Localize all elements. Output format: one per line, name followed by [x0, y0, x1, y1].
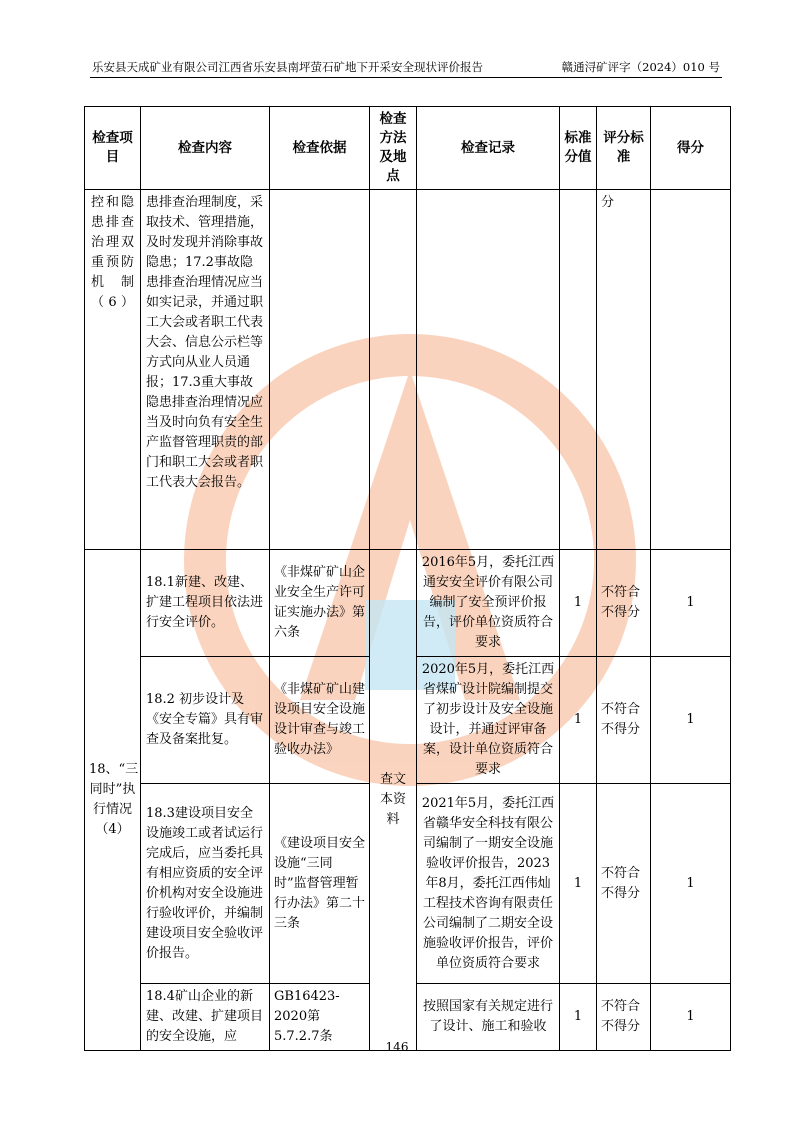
- page-number: 146: [385, 1040, 409, 1054]
- standard-cell: 1: [560, 984, 597, 1051]
- group-item-cell: 18、“三同时”执行情况（4）: [85, 550, 141, 1051]
- record-cell: 2016年5月，委托江西通安安全评价有限公司编制了安全预评价报告，评价单位资质符合要求: [417, 550, 560, 657]
- content-cell: 18.2 初步设计及《安全专篇》具有审查及备案批复。: [141, 657, 270, 784]
- inspection-table: [84, 106, 731, 1051]
- table-row: [85, 190, 731, 550]
- header-inspection-method: 检查方法及地点: [370, 107, 417, 190]
- score-cell: 1: [651, 984, 731, 1051]
- record-cell: 2020年5月，委托江西省煤矿设计院编制提交了初步设计及安全设施设计，并通过评审备案，设计单位资质符合要求: [417, 657, 560, 784]
- scoring-cell: 不符合不得分: [597, 550, 651, 657]
- report-number: 赣通浔矿评字（2024）010 号: [561, 60, 720, 74]
- content-cell: 患排查治理制度，采取技术、管理措施，及时发现并消除事故隐患；17.2事故隐患排查治理情况应当如实记录，并通过职工大会或者职工代表大会、信息公示栏等方式向从业人员通报；17.3重大事故隐患排查治理情况应当及时向负有安全生产监督管理职责的部门和职工大会或者职工代表大会报告。: [141, 190, 270, 550]
- score-cell: [651, 190, 731, 550]
- record-cell: 按照国家有关规定进行了设计、施工和验收: [417, 984, 560, 1051]
- score-cell: 1: [651, 657, 731, 784]
- scoring-cell: 不符合不得分: [597, 784, 651, 984]
- scoring-cell: 分: [597, 190, 651, 550]
- content-cell: 18.3建设项目安全设施竣工或者试运行完成后，应当委托具有相应资质的安全评价机构对安全设施进行验收评价，并编制建设项目安全验收评价报告。: [141, 784, 270, 984]
- header-score: 得分: [651, 107, 731, 190]
- score-cell: 1: [651, 550, 731, 657]
- report-title: 乐安县天成矿业有限公司江西省乐安县南坪萤石矿地下开采安全现状评价报告: [92, 60, 483, 74]
- basis-cell: [270, 190, 370, 550]
- header-standard-score: 标准分值: [560, 107, 597, 190]
- header-divider: [90, 77, 722, 78]
- basis-cell: 《建设项目安全设施“三同时”监督管理暂行办法》第二十三条: [270, 784, 370, 984]
- record-cell: 2021年5月，委托江西省赣华安全科技有限公司编制了一期安全设施验收评价报告，2023年8月，委托江西伟灿工程技术咨询有限责任公司编制了二期安全设施验收评价报告，评价单位资质符合要求: [417, 784, 560, 984]
- table-row: [85, 550, 731, 657]
- page-header: [92, 58, 720, 76]
- scoring-cell: 不符合不得分: [597, 984, 651, 1051]
- standard-cell: 1: [560, 784, 597, 984]
- item-cell: 控和隐患排查治理双重预防机制（6）: [85, 190, 141, 550]
- header-inspection-item: 检查项目: [85, 107, 141, 190]
- standard-cell: 1: [560, 550, 597, 657]
- scoring-cell: 不符合不得分: [597, 657, 651, 784]
- basis-cell: 《非煤矿矿山企业安全生产许可证实施办法》第六条: [270, 550, 370, 657]
- content-cell: 18.4矿山企业的新建、改建、扩建项目的安全设施，应: [141, 984, 270, 1051]
- standard-cell: 1: [560, 657, 597, 784]
- standard-cell: [560, 190, 597, 550]
- header-scoring-standard: 评分标准: [597, 107, 651, 190]
- method-cell: [370, 190, 417, 550]
- header-inspection-content: 检查内容: [141, 107, 270, 190]
- basis-cell: GB16423-2020第5.7.2.7条: [270, 984, 370, 1051]
- basis-cell: 《非煤矿矿山建设项目安全设施设计审查与竣工验收办法》: [270, 657, 370, 784]
- score-cell: 1: [651, 784, 731, 984]
- header-inspection-basis: 检查依据: [270, 107, 370, 190]
- header-inspection-record: 检查记录: [417, 107, 560, 190]
- method-cell: 查文本资料: [370, 550, 417, 1051]
- content-cell: 18.1新建、改建、扩建工程项目依法进行安全评价。: [141, 550, 270, 657]
- record-cell: [417, 190, 560, 550]
